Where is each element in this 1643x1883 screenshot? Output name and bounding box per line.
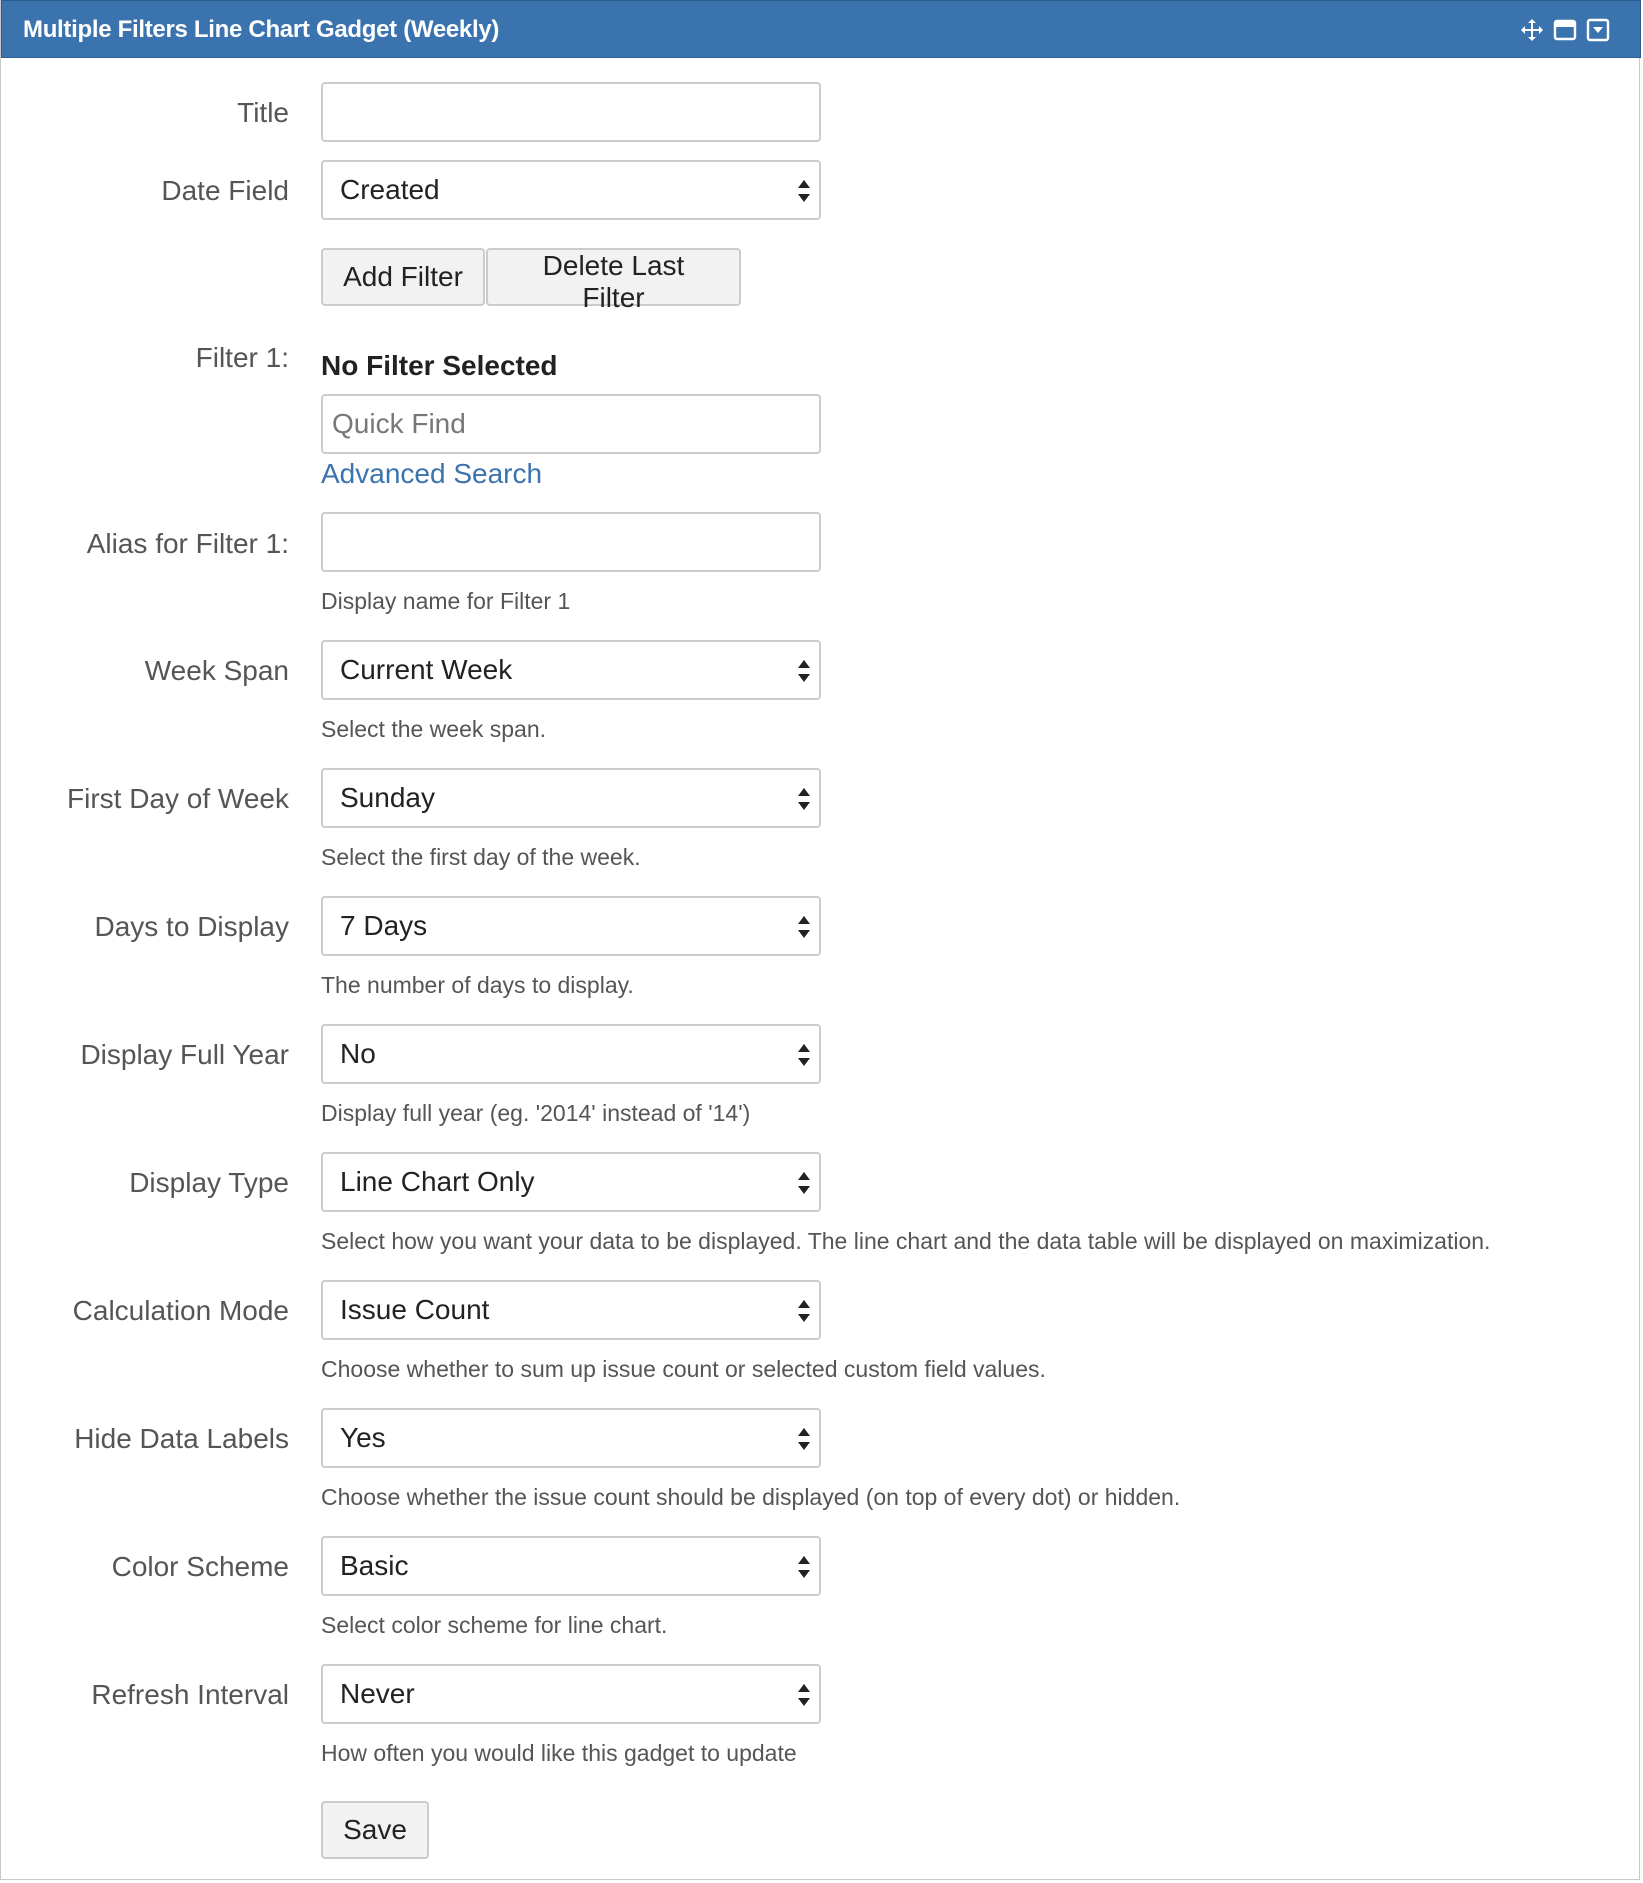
advanced-search-link[interactable]: Advanced Search xyxy=(321,458,543,489)
filter1-label: Filter 1: xyxy=(195,342,289,373)
refresh-label: Refresh Interval xyxy=(91,1679,289,1710)
alias-input[interactable] xyxy=(323,514,819,570)
first-day-label: First Day of Week xyxy=(67,783,289,814)
color-scheme-label: Color Scheme xyxy=(111,1551,289,1582)
full-year-label: Display Full Year xyxy=(80,1039,289,1070)
display-type-label: Display Type xyxy=(129,1167,289,1198)
week-span-hint: Select the week span. xyxy=(321,716,547,742)
select-arrows-icon xyxy=(797,1170,811,1196)
gadget-header xyxy=(1,0,1641,58)
title-field[interactable] xyxy=(321,82,821,142)
hide-labels-label: Hide Data Labels xyxy=(74,1423,289,1454)
week-span-value: Current Week xyxy=(340,654,513,685)
alias-field[interactable] xyxy=(321,512,821,572)
calc-mode-select[interactable] xyxy=(321,1280,821,1340)
gadget-title: Multiple Filters Line Chart Gadget (Weekly) xyxy=(23,16,500,43)
hide-labels-select[interactable] xyxy=(321,1408,821,1468)
hide-labels-hint: Choose whether the issue count should be displayed (on top of every dot) or hidden. xyxy=(321,1484,1181,1510)
days-to-display-value: 7 Days xyxy=(340,910,428,941)
save-button[interactable]: Save xyxy=(321,1801,429,1859)
date-field-value: Created xyxy=(340,174,440,205)
calc-mode-value: Issue Count xyxy=(340,1294,490,1325)
days-to-display-select[interactable] xyxy=(321,896,821,956)
dropdown-menu-icon[interactable] xyxy=(1586,18,1610,42)
select-arrows-icon xyxy=(797,786,811,812)
title-label: Title xyxy=(237,97,289,128)
full-year-value: No xyxy=(340,1038,376,1069)
select-arrows-icon xyxy=(797,1554,811,1580)
hide-labels-value: Yes xyxy=(340,1422,386,1453)
days-to-display-hint: The number of days to display. xyxy=(321,972,634,998)
select-arrows-icon xyxy=(797,658,811,684)
calc-mode-hint: Choose whether to sum up issue count or selected custom field values. xyxy=(321,1356,1046,1382)
title-input[interactable] xyxy=(323,84,819,140)
select-arrows-icon xyxy=(797,1042,811,1068)
full-year-hint: Display full year (eg. '2014' instead of '14') xyxy=(321,1100,751,1126)
add-filter-button[interactable]: Add Filter xyxy=(321,248,485,306)
delete-last-filter-button[interactable]: Delete Last Filter xyxy=(486,248,741,306)
calc-mode-label: Calculation Mode xyxy=(72,1295,289,1326)
display-type-select[interactable] xyxy=(321,1152,821,1212)
select-arrows-icon xyxy=(797,1682,811,1708)
alias-label: Alias for Filter 1: xyxy=(86,528,289,559)
select-arrows-icon xyxy=(797,1298,811,1324)
filter1-selected: No Filter Selected xyxy=(321,350,558,381)
week-span-label: Week Span xyxy=(144,655,289,686)
quick-find-field[interactable] xyxy=(321,394,821,454)
color-scheme-value: Basic xyxy=(340,1550,409,1581)
first-day-value: Sunday xyxy=(340,782,435,813)
first-day-hint: Select the first day of the week. xyxy=(321,844,641,870)
days-to-display-label: Days to Display xyxy=(94,911,289,942)
alias-hint: Display name for Filter 1 xyxy=(321,588,571,614)
full-year-select[interactable] xyxy=(321,1024,821,1084)
color-scheme-select[interactable] xyxy=(321,1536,821,1596)
week-span-select[interactable] xyxy=(321,640,821,700)
refresh-hint: How often you would like this gadget to update xyxy=(321,1740,797,1766)
first-day-select[interactable] xyxy=(321,768,821,828)
color-scheme-hint: Select color scheme for line chart. xyxy=(321,1612,668,1638)
refresh-value: Never xyxy=(340,1678,415,1709)
refresh-select[interactable] xyxy=(321,1664,821,1724)
select-arrows-icon xyxy=(797,178,811,204)
quick-find-input[interactable] xyxy=(323,396,819,452)
maximize-icon[interactable] xyxy=(1553,18,1577,42)
date-field-label: Date Field xyxy=(161,175,289,206)
display-type-value: Line Chart Only xyxy=(340,1166,535,1197)
select-arrows-icon xyxy=(797,914,811,940)
display-type-hint: Select how you want your data to be displayed. The line chart and the data table will be displayed on maximization. xyxy=(321,1228,1491,1254)
date-field-select[interactable] xyxy=(321,160,821,220)
move-icon[interactable] xyxy=(1520,18,1544,42)
select-arrows-icon xyxy=(797,1426,811,1452)
